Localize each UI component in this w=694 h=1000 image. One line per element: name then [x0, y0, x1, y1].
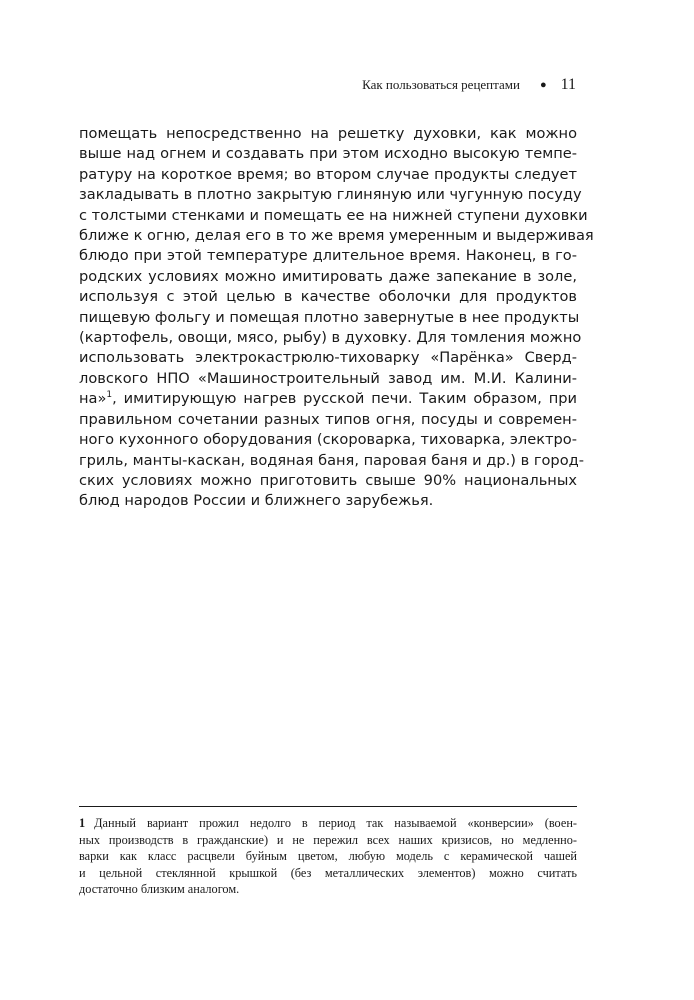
page-number: 11 — [560, 76, 576, 93]
body-line: пищевую фольгу и помещая плотно завернутые в нее продукты — [79, 308, 580, 326]
running-title: Как пользоваться рецептами — [362, 77, 520, 92]
body-line: помещать непосредственно на решетку духовки, как можно — [79, 125, 577, 142]
body-line: (картофель, овощи, мясо, рыбу) в духовку. Для томления можно — [79, 329, 582, 347]
body-line: ного кухонного оборудования (скороварка, тиховарка, электро- — [79, 431, 577, 449]
body-line: родских условиях можно имитировать даже запекание в золе, — [79, 267, 577, 285]
footnote-line-text: Данный вариант прожил недолго в период так называемой «конверсии» (воен- — [94, 816, 577, 830]
body-line: ловского НПО «Машиностроительный завод им. М.И. Калини- — [79, 369, 577, 387]
footnote — [79, 815, 577, 898]
footnote-line: и цельной стеклянной крышкой (без металлических элементов) можно считать — [79, 865, 577, 880]
body-line: с толстыми стенками и помещать ее на нижней ступени духовки — [79, 206, 588, 224]
body-line: используя с этой целью в качестве оболочки для продуктов — [79, 288, 577, 306]
footnote-line: варки как класс расцвели буйным цветом, любую модель с керамической чашей — [79, 849, 577, 864]
footnote-number: 1 — [79, 816, 86, 830]
body-line: гриль, манты-каскан, водяная баня, паровая баня и др.) в город- — [79, 451, 584, 469]
body-line: использовать электрокастрюлю-тиховарку «Парёнка» Сверд- — [79, 349, 577, 367]
body-line: правильном сочетании разных типов огня, посуды и современ- — [79, 410, 577, 428]
body-line: ратуру на короткое время; во втором случае продукты следует — [79, 165, 577, 183]
body-line: блюд народов России и ближнего зарубежья. — [79, 492, 434, 510]
bullet-icon: ● — [539, 79, 547, 91]
footnote-line: достаточно близким аналогом. — [79, 882, 240, 897]
body-line: ближе к огню, делая его в то же время умеренным и выдерживая — [79, 227, 594, 245]
running-head — [362, 76, 576, 94]
body-line: блюдо при этой температуре длительное время. Наконец, в го- — [79, 247, 577, 265]
body-line — [79, 389, 577, 409]
footnote-line — [79, 815, 577, 832]
footnote-divider — [79, 806, 577, 807]
body-line-end: , имитирующую нагрев русской печи. Таким образом, при — [112, 390, 577, 408]
body-line: выше над огнем и создавать при этом исходно высокую темпе- — [79, 145, 577, 163]
body-line-start: на» — [79, 390, 107, 408]
body-line: ских условиях можно приготовить свыше 90% национальных — [79, 471, 577, 489]
footnote-ref: 1 — [106, 390, 113, 401]
body-line: закладывать в плотно закрытую глиняную или чугунную посуду — [79, 186, 582, 204]
footnote-line: ных производств в гражданские) и не пережил всех наших кризисов, но медленно- — [79, 832, 577, 847]
body-paragraph — [79, 124, 594, 512]
